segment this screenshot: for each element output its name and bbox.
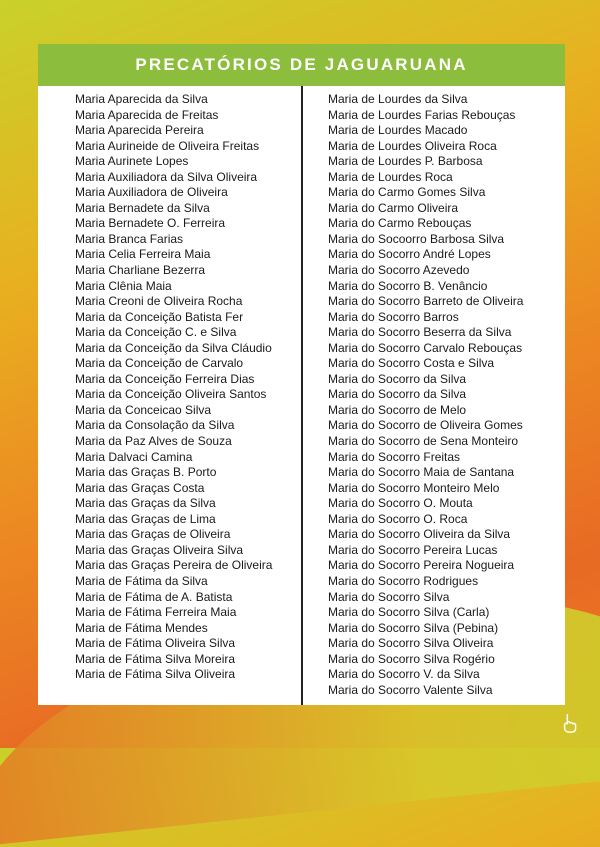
list-item: Maria do Socorro Beserra da Silva <box>328 325 512 340</box>
list-item: Maria Creoni de Oliveira Rocha <box>75 294 243 309</box>
list-item: Maria do Socorro de Oliveira Gomes <box>328 418 523 433</box>
name-columns <box>38 86 565 705</box>
list-item: Maria da Consolação da Silva <box>75 418 235 433</box>
list-item: Maria do Socorro de Melo <box>328 402 467 417</box>
list-item: Maria do Carmo Rebouças <box>328 216 472 231</box>
list-item: Maria Celia Ferreira Maia <box>75 247 211 262</box>
list-item: Maria de Fátima Oliveira Silva <box>75 636 236 651</box>
list-item: Maria do Socorro Monteiro Melo <box>328 480 500 495</box>
list-item: Maria Dalvaci Camina <box>75 449 193 464</box>
list-item: Maria das Graças da Silva <box>75 496 216 511</box>
list-item: Maria Aurinete Lopes <box>75 154 189 169</box>
list-item: Maria do Socoorro Barbosa Silva <box>328 231 505 246</box>
list-item: Maria do Socorro O. Mouta <box>328 496 473 511</box>
page-title: PRECATÓRIOS DE JAGUARUANA <box>135 55 468 74</box>
list-item: Maria do Socorro Silva (Carla) <box>328 605 490 620</box>
list-item: Maria da Conceição Ferreira Dias <box>75 371 255 386</box>
list-item: Maria Bernadete da Silva <box>75 200 210 215</box>
list-item: Maria de Lourdes Oliveira Roca <box>328 138 497 153</box>
list-item: Maria Charliane Bezerra <box>75 263 206 278</box>
list-item: Maria do Socorro Valente Silva <box>328 682 493 697</box>
list-item: Maria do Socorro Barreto de Oliveira <box>328 294 524 309</box>
list-item: Maria de Fátima de A. Batista <box>75 589 233 604</box>
list-item: Maria de Fátima Silva Oliveira <box>75 667 236 682</box>
list-item: Maria de Lourdes Roca <box>328 169 453 184</box>
left-name-list <box>75 92 272 683</box>
title-bar <box>38 44 565 86</box>
list-item: Maria das Graças B. Porto <box>75 465 217 480</box>
list-item: Maria da Conceição da Silva Cláudio <box>75 340 272 355</box>
list-item: Maria da Conceição Batista Fer <box>75 309 244 324</box>
list-item: Maria do Socorro André Lopes <box>328 247 491 262</box>
right-name-list <box>328 92 523 698</box>
list-item: Maria do Socorro Silva <box>328 589 450 604</box>
list-item: Maria do Socorro V. da Silva <box>328 667 480 682</box>
list-item: Maria das Graças de Oliveira <box>75 527 231 542</box>
list-item: Maria de Lourdes da Silva <box>328 92 468 106</box>
list-item: Maria do Carmo Oliveira <box>328 200 459 215</box>
list-item: Maria do Socorro Carvalo Rebouças <box>328 340 523 355</box>
column-divider <box>301 86 303 705</box>
list-item: Maria do Socorro Pereira Lucas <box>328 542 498 557</box>
list-item: Maria das Graças Oliveira Silva <box>75 542 244 557</box>
list-item: Maria de Lourdes Macado <box>328 123 468 138</box>
list-item: Maria de Lourdes P. Barbosa <box>328 154 483 169</box>
list-item: Maria do Socorro Silva Rogério <box>328 651 495 666</box>
list-item: Maria do Socorro O. Roca <box>328 511 468 526</box>
list-item: Maria de Fátima Mendes <box>75 620 208 635</box>
list-item: Maria do Socorro de Sena Monteiro <box>328 434 519 449</box>
list-item: Maria do Socorro Silva (Pebina) <box>328 620 499 635</box>
list-item: Maria Clênia Maia <box>75 278 172 293</box>
list-item: Maria da Conceição C. e Silva <box>75 325 237 340</box>
pointing-hand-icon <box>560 712 582 734</box>
list-item: Maria Aparecida Pereira <box>75 123 204 138</box>
list-item: Maria do Socorro Azevedo <box>328 263 470 278</box>
list-card <box>38 44 565 705</box>
list-item: Maria Bernadete O. Ferreira <box>75 216 226 231</box>
list-item: Maria do Socorro Barros <box>328 309 459 324</box>
list-item: Maria das Graças de Lima <box>75 511 216 526</box>
list-item: Maria de Fátima Ferreira Maia <box>75 605 237 620</box>
list-item: Maria de Fátima Silva Moreira <box>75 651 236 666</box>
list-item: Maria da Conceicao Silva <box>75 402 212 417</box>
list-item: Maria Aurineide de Oliveira Freitas <box>75 138 260 153</box>
list-item: Maria do Carmo Gomes Silva <box>328 185 486 200</box>
list-item: Maria do Socorro Rodrigues <box>328 573 479 588</box>
list-item: Maria do Socorro Oliveira da Silva <box>328 527 511 542</box>
list-item: Maria do Socorro B. Venâncio <box>328 278 488 293</box>
list-item: Maria Auxiliadora da Silva Oliveira <box>75 169 258 184</box>
list-item: Maria do Socorro Costa e Silva <box>328 356 495 371</box>
list-item: Maria da Paz Alves de Souza <box>75 434 232 449</box>
list-item: Maria do Socorro Pereira Nogueira <box>328 558 515 573</box>
list-item: Maria de Fátima da Silva <box>75 573 208 588</box>
list-item: Maria do Socorro Freitas <box>328 449 461 464</box>
list-item: Maria da Conceição de Carvalo <box>75 356 244 371</box>
list-item: Maria Aparecida de Freitas <box>75 107 219 122</box>
list-item: Maria do Socorro Maia de Santana <box>328 465 515 480</box>
list-item: Maria da Conceição Oliveira Santos <box>75 387 267 402</box>
list-item: Maria Auxiliadora de Oliveira <box>75 185 228 200</box>
list-item: Maria do Socorro da Silva <box>328 371 467 386</box>
list-item: Maria das Graças Costa <box>75 480 205 495</box>
list-item: Maria Branca Farias <box>75 231 184 246</box>
list-item: Maria do Socorro da Silva <box>328 387 467 402</box>
list-item: Maria das Graças Pereira de Oliveira <box>75 558 273 573</box>
list-item: Maria Aparecida da Silva <box>75 92 208 106</box>
list-item: Maria de Lourdes Farias Rebouças <box>328 107 516 122</box>
list-item: Maria do Socorro Silva Oliveira <box>328 636 494 651</box>
